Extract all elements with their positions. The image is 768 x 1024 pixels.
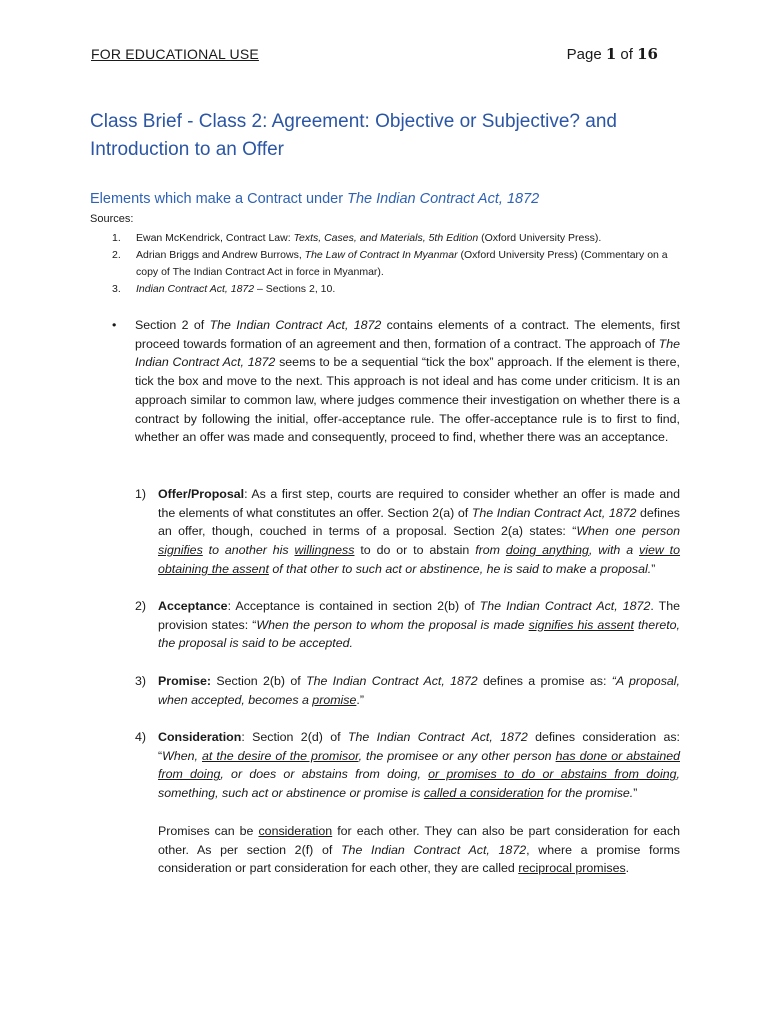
list-item-promise: 3) Promise: Section 2(b) of The Indian Contract Act, 1872 defines a promise as: “A proposal, when accepted, becomes a promise.” bbox=[135, 674, 680, 707]
bullet-icon: • bbox=[112, 318, 117, 332]
source-item: 1. Ewan McKendrick, Contract Law: Texts, Cases, and Materials, 5th Edition (Oxford University Press). bbox=[112, 232, 602, 244]
list-item-acceptance: 2) Acceptance: Acceptance is contained in section 2(b) of The Indian Contract Act, 1872. The provision states: “When the person to whom the proposal is made signifies his assent thereto, the proposal is said to be accepted. bbox=[135, 599, 680, 651]
source-item: 3. Indian Contract Act, 1872 – Sections 2, 10. bbox=[112, 283, 336, 295]
consideration-note-paragraph: Promises can be consideration for each other. They can also be part consideration for each other. As per section 2(f) of The Indian Contract Act, 1872, where a promise forms consideration or part consideration for each other, they are called reciprocal promises. bbox=[158, 824, 680, 876]
sources-list bbox=[112, 230, 672, 298]
page-number: 1 bbox=[605, 45, 617, 63]
page-title: Class Brief - Class 2: Agreement: Objective or Subjective? and Introduction to an Offer bbox=[90, 111, 617, 160]
header-label: FOR EDUCATIONAL USE bbox=[91, 46, 259, 62]
source-item: 2. Adrian Briggs and Andrew Burrows, The Law of Contract In Myanmar (Oxford University Press) (Commentary on a copy of The Indian Contract Act in force in Myanmar). bbox=[112, 249, 668, 278]
list-item-consideration: 4) Consideration: Section 2(d) of The Indian Contract Act, 1872 defines consideration as: “When, at the desire of the promisor, the promisee or any other person has done or abstained from doing, or does or abstains from doing, or promises to do or abstains from doing, something, such act or abstinence or promise is called a consideration for the promise.” bbox=[135, 730, 680, 801]
sources-label: Sources: bbox=[90, 213, 134, 225]
page-indicator: Page 1 of 16 bbox=[566, 45, 658, 63]
bullet-paragraph: • Section 2 of The Indian Contract Act, 1872 contains elements of a contract. The elements, first proceed towards formation of an agreement and then, formation of a contract. The approach of The Indian Contract Act, 1872 seems to be a sequential “tick the box” approach. If the element is there, tick the box and move to the next. This approach is not ideal and has come under criticism. It is an approach similar to common law, where judges commence their investigation on whether there is a contract by following the initial, offer-acceptance rule. The offer-acceptance rule is to first to find, whether an offer was made and consequently, proceed to find, whether there was an acceptance. bbox=[112, 318, 681, 445]
page-total: 16 bbox=[637, 45, 658, 63]
section-heading: Elements which make a Contract under The Indian Contract Act, 1872 bbox=[90, 191, 540, 207]
list-item-offer: 1) Offer/Proposal: As a first step, courts are required to consider whether an offer is made and the elements of what constitutes an offer. Section 2(a) of The Indian Contract Act, 1872 defines an offer, though, couched in terms of a proposal. Section 2(a) states: “When one person signifies to another his willingness to do or to abstain from doing anything, with a view to obtaining the assent of that other to such act or abstinence, he is said to make a proposal.” bbox=[135, 487, 681, 576]
